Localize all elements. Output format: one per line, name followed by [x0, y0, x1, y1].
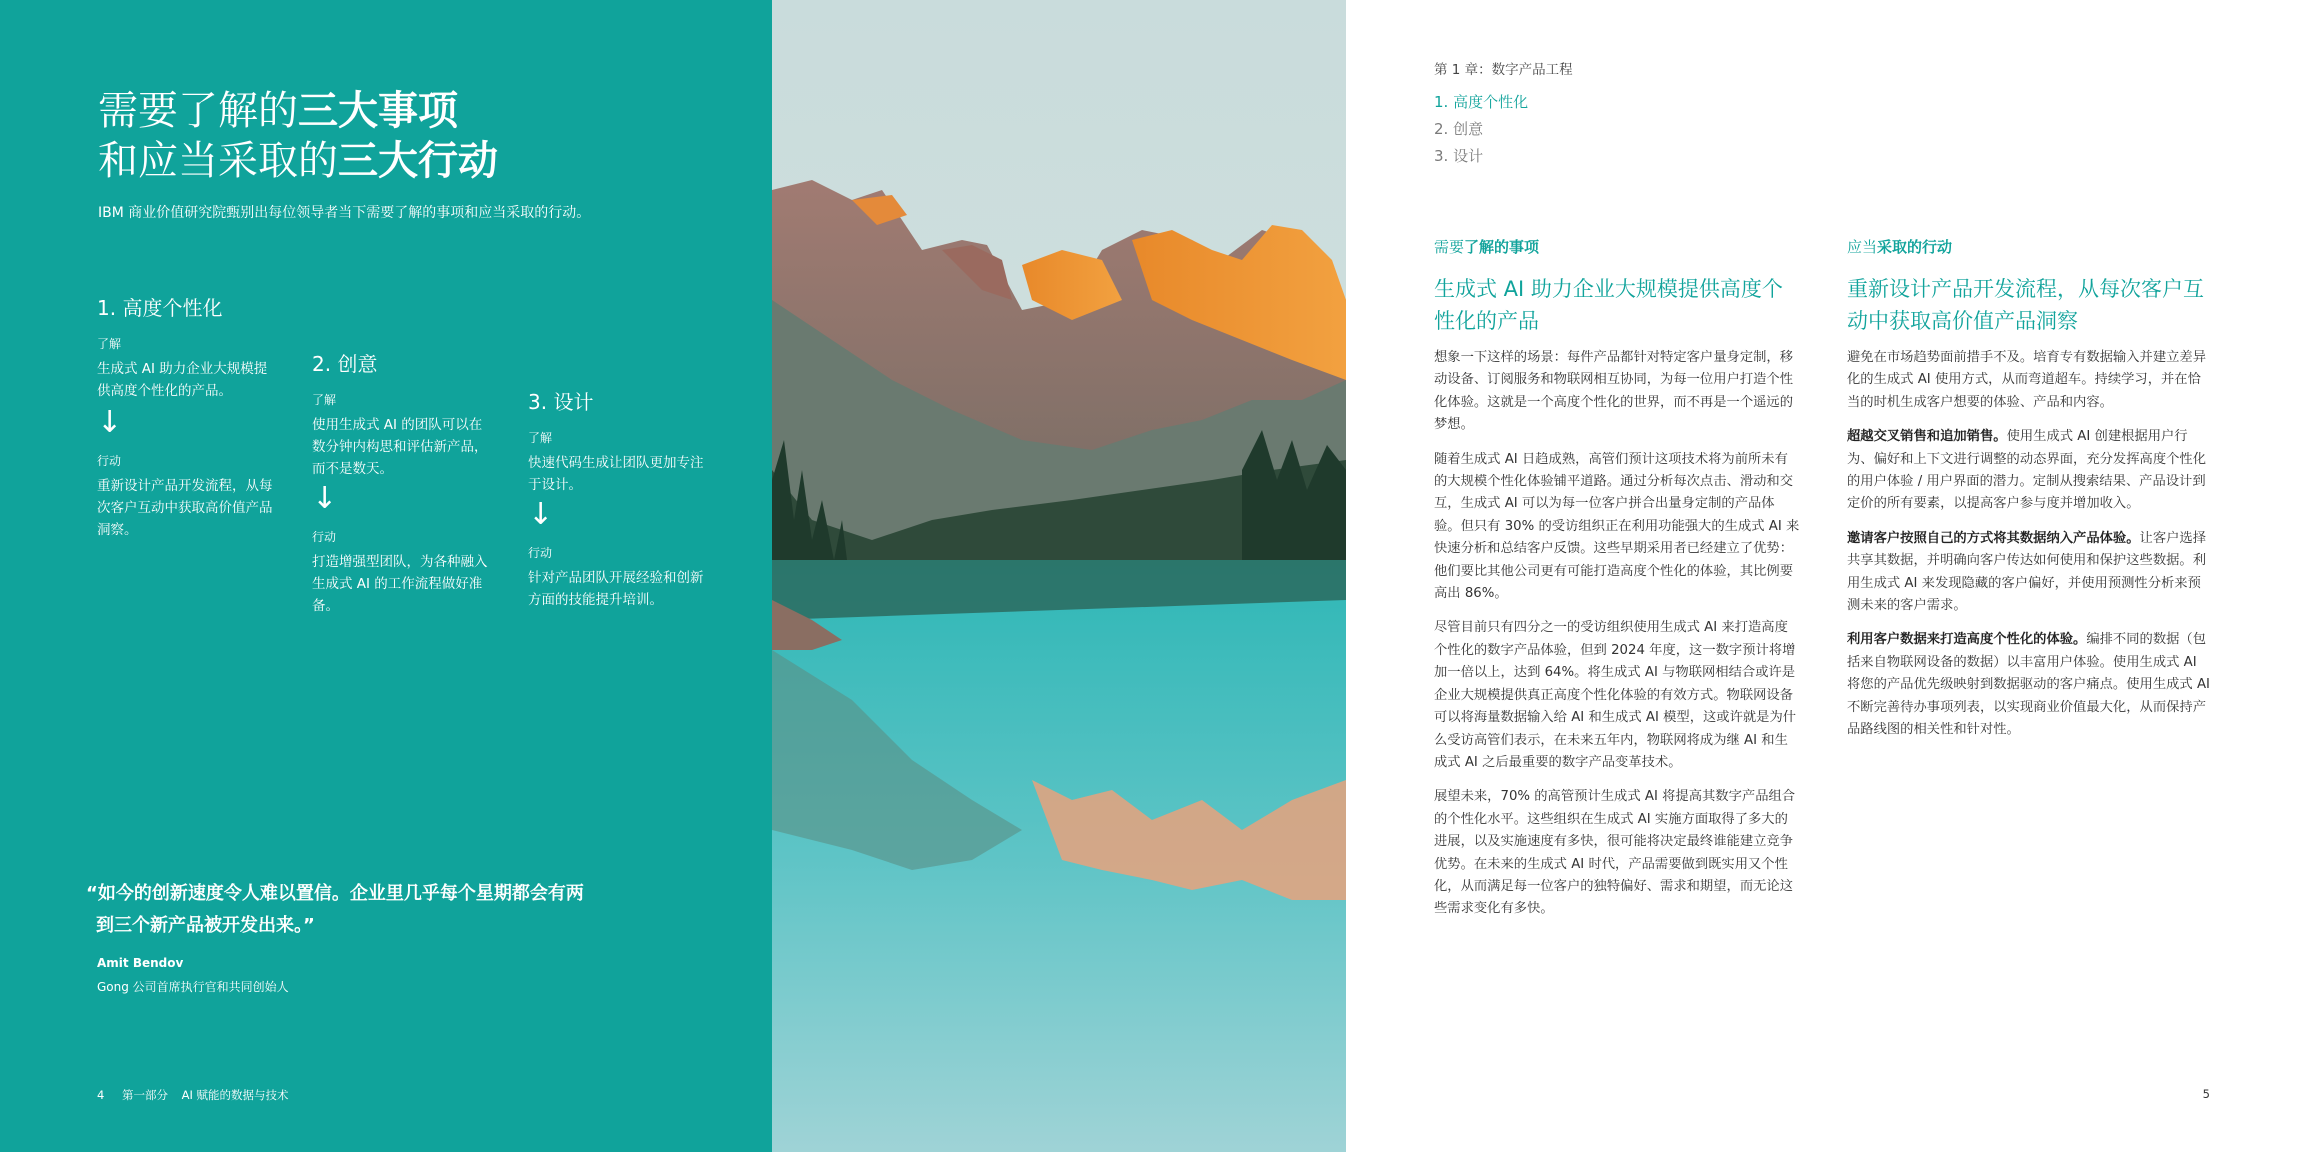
- heading-line1-bold: 三大事项: [298, 88, 458, 134]
- heading-line2-bold: 三大行动: [338, 138, 498, 184]
- act-section-label: [1847, 236, 2213, 257]
- act-text: 打造增强型团队，为各种融入生成式 AI 的工作流程做好准备。: [312, 554, 488, 614]
- know-section-label: [1434, 236, 1800, 257]
- act-item-text: 编排不同的数据（包括来自物联网设备的数据）以丰富用户体验。使用生成式 AI 将您的产品优先级映射到数据驱动的客户痛点。使用生成式 AI 不断完善待办事项列表，以实现商业价值最大化，从而保持产品路线图的相关性和针对性。: [1847, 632, 2210, 738]
- chapter-toc: [1434, 89, 1528, 170]
- heading-line2-text: 和应当采取的: [98, 138, 338, 184]
- arrow-down-icon: ↓: [312, 481, 338, 516]
- arrow-down-icon: ↓: [528, 497, 554, 532]
- toc-item-design[interactable]: 3. 设计: [1434, 147, 1484, 165]
- column-3: [528, 386, 708, 611]
- know-text: 使用生成式 AI 的团队可以在数分钟内构思和评估新产品，而不是数天。: [312, 417, 488, 477]
- act-label-pre: 应当: [1847, 238, 1878, 256]
- arrow-down-icon: ↓: [97, 405, 123, 440]
- know-text: 生成式 AI 助力企业大规模提供高度个性化的产品。: [97, 361, 268, 399]
- column-2: [312, 348, 492, 617]
- page-number: 5: [2202, 1087, 2210, 1101]
- act-item-text: 让客户选择共享其数据，并明确向客户传达如何使用和保护这些数据。利用生成式 AI 来发现隐藏的客户偏好，并使用预测性分析来预测未来的客户需求。: [1847, 530, 2207, 614]
- know-label: 了解: [312, 393, 337, 407]
- pull-quote: [86, 878, 726, 995]
- lake-mountain-photo: [772, 0, 1346, 1152]
- act-intro: 避免在市场趋势面前措手不及。培育专有数据输入并建立差异化的生成式 AI 使用方式，从而弯道超车。持续学习，并在恰当的时机生成客户想要的体验、产品和内容。: [1847, 350, 2207, 410]
- know-paragraph: 尽管目前只有四分之一的受访组织使用生成式 AI 来打造高度个性化的数字产品体验，但到 2024 年度，这一数字预计将增加一倍以上，达到 64%。将生成式 AI 与物联网相结合或许是企业大规模提供真正高度个性化体验的有效方式。物联网设备可以将海量数据输入给 AI 和生成式 AI 模型，这或许就是为什么受访高管们表示，在未来五年内，物联网将成为继 AI 和生成式 AI 之后最重要的数字产品变革技术。: [1434, 620, 1797, 770]
- know-paragraph: 随着生成式 AI 日趋成熟，高管们预计这项技术将为前所未有的大规模个性化体验铺平道路。通过分析每次点击、滑动和交互，生成式 AI 可以为每一位客户拼合出量身定制的产品体验。但只有 30% 的受访组织正在利用功能强大的生成式 AI 来快速分析和总结客户反馈。这些早期采用者已经建立了优势：他们要比其他公司更有可能打造高度个性化的体验，其比例要高出 86%。: [1434, 451, 1800, 602]
- page-number: 4: [97, 1088, 105, 1102]
- quote-author: Amit Bendov: [97, 956, 184, 970]
- act-column: [1847, 236, 2213, 754]
- page-heading: [98, 86, 498, 186]
- know-paragraph: 展望未来，70% 的高管预计生成式 AI 将提高其数字产品组合的个性化水平。这些组织在生成式 AI 实施方面取得了多大的进展，以及实施速度有多快，很可能将决定最终谁能建立竞争优势。在未来的生成式 AI 时代，产品需要做到既实用又个性化，从而满足每一位客户的独特偏好、需求和期望，而无论这些需求变化有多快。: [1434, 789, 1796, 917]
- act-item-bold: 超越交叉销售和追加销售。: [1847, 429, 2007, 445]
- know-column: [1434, 236, 1800, 933]
- act-text: 重新设计产品开发流程，从每次客户互动中获取高价值产品洞察。: [97, 478, 273, 538]
- know-body: [1434, 347, 1800, 921]
- intro-text: IBM 商业价值研究院甄别出每位领导者当下需要了解的事项和应当采取的行动。: [98, 205, 591, 221]
- chapter-title: 第 1 章：数字产品工程: [1434, 62, 1573, 78]
- footer: [97, 1087, 289, 1103]
- column-1: [97, 292, 277, 541]
- act-item: [1847, 629, 2213, 741]
- column-title: 2. 创意: [312, 352, 378, 376]
- footer-part: 第一部分: [121, 1088, 168, 1102]
- quote-line1: “如今的创新速度令人难以置信。企业里几乎每个星期都会有两: [86, 883, 584, 904]
- act-item-bold: 邀请客户按照自己的方式将其数据纳入产品体验。: [1847, 530, 2140, 546]
- heading-line1-text: 需要了解的: [98, 88, 298, 134]
- column-title: 3. 设计: [528, 390, 594, 414]
- act-item-bold: 利用客户数据来打造高度个性化的体验。: [1847, 632, 2087, 648]
- column-title: 1. 高度个性化: [97, 296, 223, 320]
- act-label-bold: 采取的行动: [1877, 238, 1953, 256]
- act-label: 行动: [528, 546, 553, 560]
- know-section-title: 生成式 AI 助力企业大规模提供高度个性化的产品: [1434, 277, 1783, 333]
- know-label-bold: 了解的事项: [1464, 238, 1540, 256]
- act-section-title: 重新设计产品开发流程，从每次客户互动中获取高价值产品洞察: [1847, 277, 2204, 333]
- footer-section: AI 赋能的数据与技术: [181, 1088, 289, 1102]
- left-page: [0, 0, 772, 1152]
- act-item-text: 使用生成式 AI 创建根据用户行为、偏好和上下文进行调整的动态界面，充分发挥高度个性化的用户体验 / 用户界面的潜力。定制从搜索结果、产品设计到定价的所有要素，以提高客户参与度并增加收入。: [1847, 429, 2207, 512]
- act-body: [1847, 347, 2213, 742]
- act-label: 行动: [312, 530, 337, 544]
- right-page: [1346, 0, 2304, 1152]
- know-label: 了解: [97, 337, 122, 351]
- act-text: 针对产品团队开展经验和创新方面的技能提升培训。: [528, 570, 704, 608]
- toc-item-personalization[interactable]: 1. 高度个性化: [1434, 93, 1529, 111]
- know-paragraph: 想象一下这样的场景：每件产品都针对特定客户量身定制，移动设备、订阅服务和物联网相互协同，为每一位用户打造个性化体验。这就是一个高度个性化的世界，而不再是一个遥远的梦想。: [1434, 350, 1794, 433]
- toc-item-creativity[interactable]: 2. 创意: [1434, 120, 1484, 138]
- act-label: 行动: [97, 454, 122, 468]
- act-item: [1847, 426, 2213, 516]
- quote-line2: 到三个新产品被开发出来。”: [96, 915, 315, 936]
- act-item: [1847, 528, 2213, 618]
- know-label: 了解: [528, 431, 553, 445]
- know-text: 快速代码生成让团队更加专注于设计。: [528, 455, 704, 493]
- know-label-pre: 需要: [1434, 238, 1465, 256]
- quote-author-role: Gong 公司首席执行官和共同创始人: [97, 980, 289, 994]
